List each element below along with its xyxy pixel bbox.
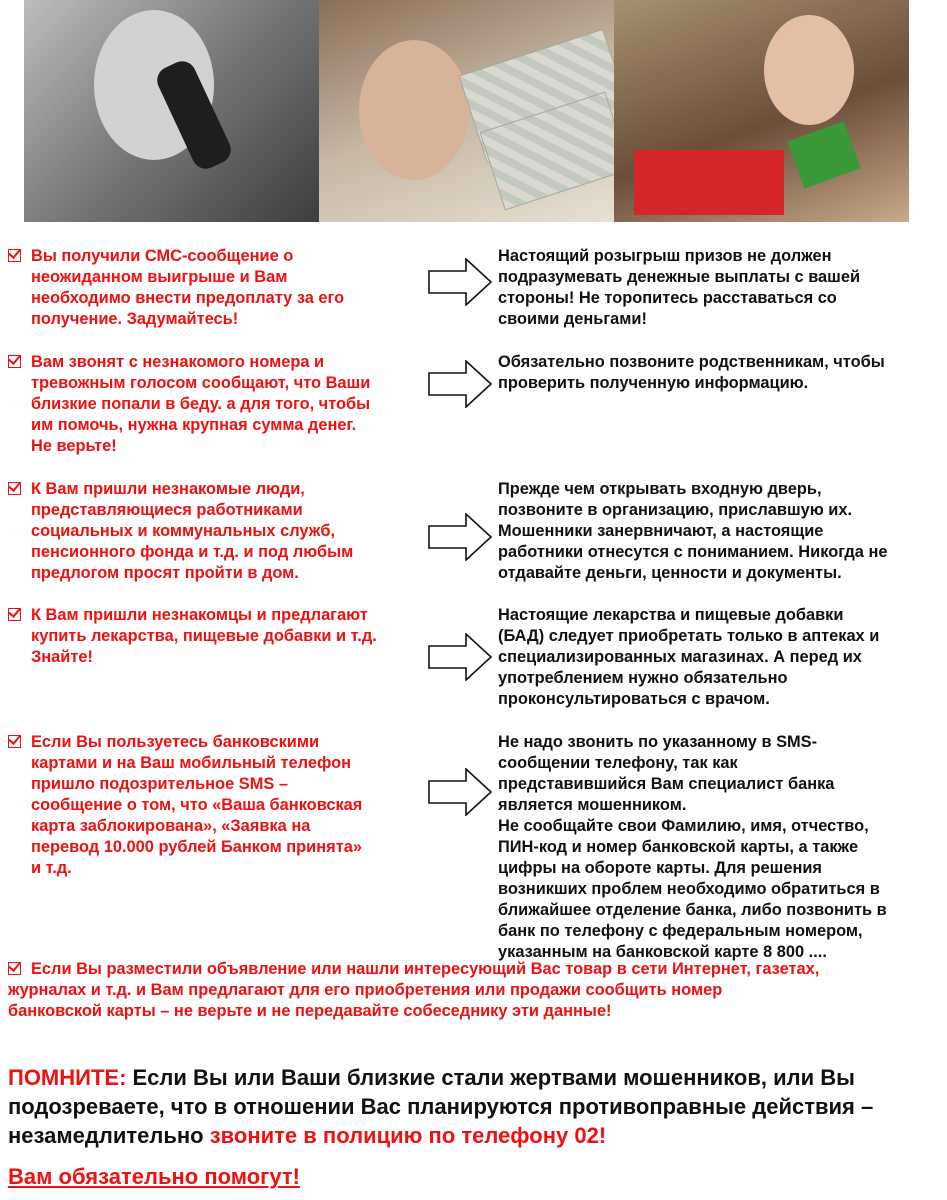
advice-text: Обязательно позвоните родственникам, чтобы проверить полученную информацию. xyxy=(498,353,885,392)
internet-warning xyxy=(8,959,938,1022)
header-photo-strip xyxy=(24,0,910,222)
elderly-woman-with-boxes-photo xyxy=(614,0,909,222)
warning-text: Вы получили СМС-сообщение о неожиданном выигрыше и Вам необходимо внести предоплату за его получение. Задумайтесь! xyxy=(31,247,345,328)
remember-label: ПОМНИТЕ: xyxy=(8,1065,127,1090)
right-arrow-icon xyxy=(428,258,492,306)
advice-text: Настоящие лекарства и пищевые добавки (БАД) следует приобретать только в аптеках и специализированных магазинах. А перед их употреблением нужно обязательно проконсультироваться с врачом. xyxy=(498,606,880,708)
right-arrow-icon xyxy=(428,513,492,561)
warning-text: Вам звонят с незнакомого номера и тревожным голосом сообщают, что Ваши близкие попали в беду. а для того, чтобы им помочь, нужна крупная сумма денег. Не верьте! xyxy=(31,353,371,455)
checkbox-icon xyxy=(8,355,21,368)
warning-text: Если Вы пользуетесь банковскими картами и на Ваш мобильный телефон пришло подозрительное SMS – сообщение о том, что «Ваша банковская карта заблокирована», «Заявка на перевод 10.000 рублей Банком принята» и т.д. xyxy=(31,733,363,877)
warning-text: К Вам пришли незнакомые люди, представляющиеся работниками социальных и коммунальных служб, пенсионного фонда и т.д. и под любым предлогом просят пройти в дом. xyxy=(31,480,354,582)
advice-text: Настоящий розыгрыш призов не должен подразумевать денежные выплаты с вашей стороны! Не торопитесь расставаться со своими деньгами! xyxy=(498,247,861,328)
elderly-woman-on-phone-photo xyxy=(24,0,319,222)
checkbox-icon xyxy=(8,962,21,975)
police-call-text: звоните в полицию по телефону 02! xyxy=(209,1123,607,1148)
right-arrow-icon xyxy=(428,768,492,816)
checkbox-icon xyxy=(8,249,21,262)
right-arrow-icon xyxy=(428,360,492,408)
right-arrow-icon xyxy=(428,633,492,681)
help-footer: Вам обязательно помогут! xyxy=(8,1164,300,1189)
warning-text: К Вам пришли незнакомцы и предлагают купить лекарства, пищевые добавки и т.д. Знайте! xyxy=(31,606,377,666)
elderly-woman-with-banknotes-photo xyxy=(319,0,614,222)
internet-warning-text: Если Вы разместили объявление или нашли интересующий Вас товар в сети Интернет, газетах, журналах и т.д. и Вам предлагают для его приобретения или продажи сообщить номер банковской карты – не верьте и не передавайте собеседнику эти данные! xyxy=(8,960,820,1020)
advice-text: Не надо звонить по указанному в SMS- сообщении телефону, так как представившийся Вам специалист банка является мошенником. Не сообщайте свои Фамилию, имя, отчество, ПИН-код и номер банковской карты, а также цифры на обороте карты. Для решения возникших проблем необходимо обратиться в ближайшее отделение банка, либо позвонить в банк по телефону с федеральным номером, указанным на банковской карте 8 800 .... xyxy=(498,733,887,961)
checkbox-icon xyxy=(8,482,21,495)
advice-text: Прежде чем открывать входную дверь, позвоните в организацию, приславшую их. Мошенники занервничают, а настоящие работники отнесутся с пониманием. Никогда не отдавайте деньги, ценности и документы. xyxy=(498,480,888,582)
remember-text: Если Вы или Ваши близкие стали жертвами мошенников, или Вы подозреваете, что в отношении Вас планируются противоправные действия – незамедлительно xyxy=(8,1065,874,1148)
checkbox-icon xyxy=(8,608,21,621)
remember-paragraph xyxy=(8,1063,943,1150)
checkbox-icon xyxy=(8,735,21,748)
